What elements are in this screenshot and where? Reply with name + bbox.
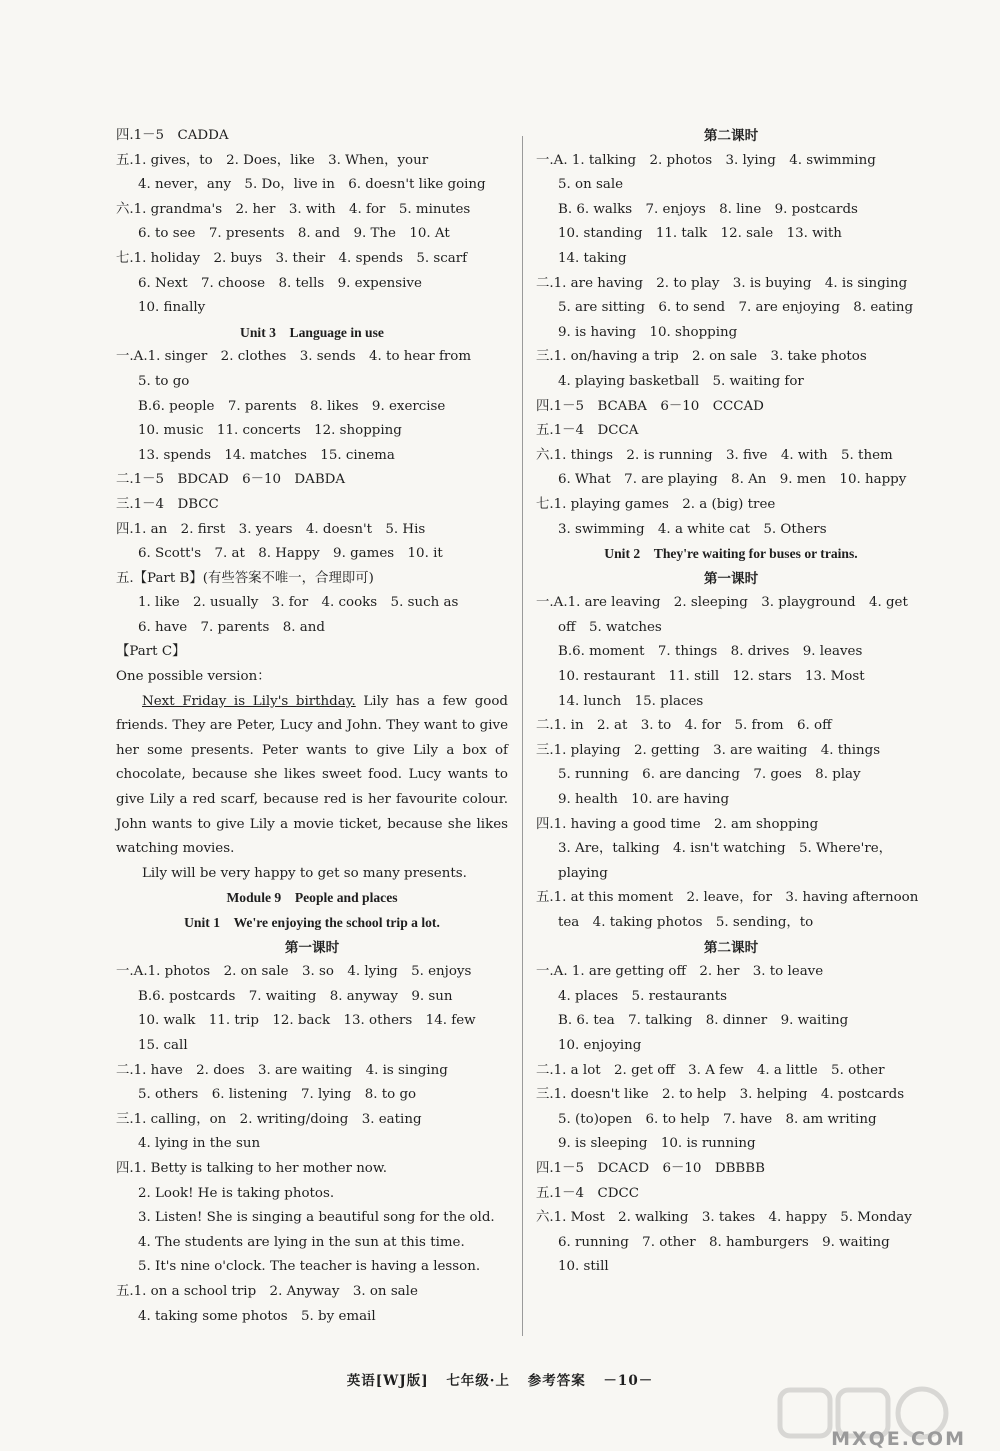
answer-line: 5. on sale — [558, 177, 624, 193]
answer-line: 9. is sleeping 10. is running — [558, 1136, 756, 1152]
answer-line: 6. Scott's 7. at 8. Happy 9. games 10. it — [138, 546, 443, 562]
answer-line: 14. taking — [558, 250, 627, 266]
answer-line: 六.1. Most 2. walking 3. takes 4. happy 5. Monday — [536, 1210, 912, 1226]
answer-line: 六.1. grandma's 2. her 3. with 4. for 5. minutes — [116, 201, 471, 217]
answer-line: 13. spends 14. matches 15. cinema — [138, 447, 395, 463]
answer-line: 四.1－5 BCABA 6－10 CCCAD — [536, 398, 764, 414]
section-heading: 第一课时 — [284, 939, 340, 955]
answer-line: 9. is having 10. shopping — [558, 324, 738, 340]
answer-line: 二.1. a lot 2. get off 3. A few 4. a little 5. other — [536, 1062, 885, 1078]
answer-line: 6. Next 7. choose 8. tells 9. expensive — [138, 275, 422, 291]
answer-line: 一.A.1. photos 2. on sale 3. so 4. lying 5. enjoys — [116, 964, 472, 980]
answer-line: B.6. people 7. parents 8. likes 9. exercise — [138, 398, 446, 414]
answer-line: 10. music 11. concerts 12. shopping — [138, 423, 402, 439]
answer-line: 10. still — [558, 1259, 609, 1275]
left-answers-top — [116, 124, 508, 690]
answer-line: 4. lying in the sun — [138, 1136, 261, 1152]
answer-line: 4. playing basketball 5. waiting for — [558, 373, 804, 389]
answer-line: 七.1. playing games 2. a (big) tree — [536, 496, 776, 512]
answer-line: 14. lunch 15. places — [558, 693, 704, 709]
answer-line: 三.1. on/having a trip 2. on sale 3. take photos — [536, 349, 867, 365]
answer-line: 【Part C】 — [116, 644, 186, 660]
answer-line: B. 6. tea 7. talking 8. dinner 9. waiting — [558, 1013, 849, 1029]
answer-line: 5. to go — [138, 373, 190, 389]
section-heading: 第二课时 — [703, 128, 759, 143]
answer-line: 五.1－4 DCCA — [536, 423, 639, 439]
answer-line: 三.1. doesn't like 2. to help 3. helping 4. postcards — [536, 1087, 905, 1103]
answer-line: 六.1. things 2. is running 3. five 4. with 5. them — [536, 447, 893, 463]
essay-closing: Lily will be very happy to get so many presents. — [142, 865, 467, 881]
answer-line: 二.1－5 BDCAD 6－10 DABDA — [116, 472, 346, 488]
answer-line: 10. restaurant 11. still 12. stars 13. Most — [558, 669, 865, 685]
answer-line: 四.1－5 CADDA — [116, 128, 229, 143]
answer-line: tea 4. taking photos 5. sending，to — [558, 915, 814, 930]
answer-line: B.6. postcards 7. waiting 8. anyway 9. sun — [138, 988, 453, 1004]
section-heading: Unit 3 Language in use — [240, 324, 384, 340]
answer-line: 一.A.1. singer 2. clothes 3. sends 4. to hear from — [116, 349, 472, 365]
answer-line: 四.1. having a good time 2. am shopping — [536, 816, 819, 832]
answer-line: 二.1. are having 2. to play 3. is buying 4. is singing — [536, 275, 908, 291]
answer-line: 七.1. holiday 2. buys 3. their 4. spends 5. scarf — [116, 250, 468, 266]
answer-line: 2. Look! He is taking photos. — [138, 1185, 335, 1201]
answer-line: 三.1－4 DBCC — [116, 496, 219, 512]
answer-line: 五.1. at this moment 2. leave，for 3. having afternoon — [536, 890, 919, 906]
answer-line: 3. Listen! She is singing a beautiful song for the old. — [138, 1210, 495, 1226]
answer-line: 9. health 10. are having — [558, 792, 730, 808]
answer-line: 4. never，any 5. Do，live in 6. doesn't like going — [138, 177, 486, 193]
answer-line: off 5. watches — [558, 619, 662, 635]
answer-line: playing — [558, 865, 608, 881]
answer-line: 一.A.1. are leaving 2. sleeping 3. playground 4. get — [536, 595, 908, 611]
section-heading: Unit 1 We're enjoying the school trip a lot. — [184, 915, 440, 930]
answer-line: 4. The students are lying in the sun at this time. — [138, 1234, 465, 1250]
answer-line: 3. swimming 4. a white cat 5. Others — [558, 521, 827, 537]
column-divider — [522, 136, 523, 1336]
right-column — [536, 124, 926, 1280]
answer-line: 三.1. playing 2. getting 3. are waiting 4. things — [536, 742, 881, 758]
answer-line: 三.1. calling，on 2. writing/doing 3. eating — [116, 1111, 422, 1127]
answer-line: 五.1－4 CDCC — [536, 1185, 639, 1201]
section-heading: 第二课时 — [703, 939, 759, 955]
answer-line: 二.1. have 2. does 3. are waiting 4. is singing — [116, 1062, 448, 1078]
answer-line: B. 6. walks 7. enjoys 8. line 9. postcards — [558, 201, 858, 217]
answer-line: 6. running 7. other 8. hamburgers 9. waiting — [558, 1234, 890, 1250]
answer-line: 5. It's nine o'clock. The teacher is having a lesson. — [138, 1259, 481, 1275]
answer-line: 五.【Part B】(有些答案不唯一，合理即可) — [116, 570, 374, 586]
answer-line: 一.A. 1. are getting off 2. her 3. to leave — [536, 964, 824, 980]
answer-line: 5. (to)open 6. to help 7. have 8. am writing — [558, 1111, 877, 1127]
answer-line: 6. to see 7. presents 8. and 9. The 10. At — [138, 226, 450, 242]
answer-line: 10. standing 11. talk 12. sale 13. with — [558, 226, 842, 242]
footer-grade: 七年级·上 — [446, 1373, 511, 1389]
answer-line: 一.A. 1. talking 2. photos 3. lying 4. swimming — [536, 152, 876, 168]
answer-line: 二.1. in 2. at 3. to 4. for 5. from 6. off — [536, 718, 832, 734]
essay-paragraph — [116, 690, 508, 862]
essay-body: Lily has a few good friends. They are Peter, Lucy and John. They want to give her some presents. Peter wants to give Lily a box of chocolate, because she likes sweet food. Lucy wants to give Lily a red scarf, because red is her favourite colour. John wants to give Lily a movie ticket, because she likes watching movies. — [116, 693, 508, 857]
answer-line: 五.1. gives，to 2. Does，like 3. When，your — [116, 152, 429, 168]
answer-line: 1. like 2. usually 3. for 4. cooks 5. such as — [138, 595, 459, 611]
section-heading: 第一课时 — [703, 570, 759, 586]
answer-line: 15. call — [138, 1037, 188, 1053]
answer-line: 4. taking some photos 5. by email — [138, 1308, 376, 1324]
answer-line: 6. What 7. are playing 8. An 9. men 10. happy — [558, 472, 907, 488]
answer-line: 10. enjoying — [558, 1037, 642, 1053]
section-heading: Unit 2 They're waiting for buses or trains. — [604, 546, 858, 562]
answer-line: 5. others 6. listening 7. lying 8. to go — [138, 1087, 417, 1103]
answer-line: 6. have 7. parents 8. and — [138, 619, 325, 635]
essay-lead: Next Friday is Lily's birthday. — [142, 693, 356, 709]
section-heading: Module 9 People and places — [226, 890, 398, 906]
answer-line: 四.1. an 2. first 3. years 4. doesn't 5. His — [116, 521, 426, 537]
footer-title: 参考答案 — [527, 1373, 586, 1389]
answer-line: 10. finally — [138, 300, 206, 316]
answer-line: 四.1－5 DCACD 6－10 DBBBB — [536, 1160, 765, 1176]
answer-line: 3. Are，talking 4. isn't watching 5. Where're， — [558, 841, 893, 857]
answer-line: 5. are sitting 6. to send 7. are enjoying 8. eating — [558, 300, 914, 316]
watermark-text: MXQE.COM — [831, 1428, 966, 1450]
answer-line: 5. running 6. are dancing 7. goes 8. play — [558, 767, 861, 783]
essay — [116, 690, 508, 887]
answer-line: 4. places 5. restaurants — [558, 988, 728, 1004]
left-answers-bottom — [116, 886, 508, 1329]
left-column — [116, 124, 508, 1329]
answer-line: 四.1. Betty is talking to her mother now. — [116, 1160, 388, 1176]
answer-line: One possible version： — [116, 669, 271, 685]
answer-line: B.6. moment 7. things 8. drives 9. leaves — [558, 644, 863, 660]
answer-line: 五.1. on a school trip 2. Anyway 3. on sale — [116, 1283, 418, 1299]
page-number: －10－ — [603, 1373, 654, 1389]
answer-line: 10. walk 11. trip 12. back 13. others 14. few — [138, 1013, 476, 1029]
footer-subject: 英语[WJ版] — [346, 1373, 429, 1389]
